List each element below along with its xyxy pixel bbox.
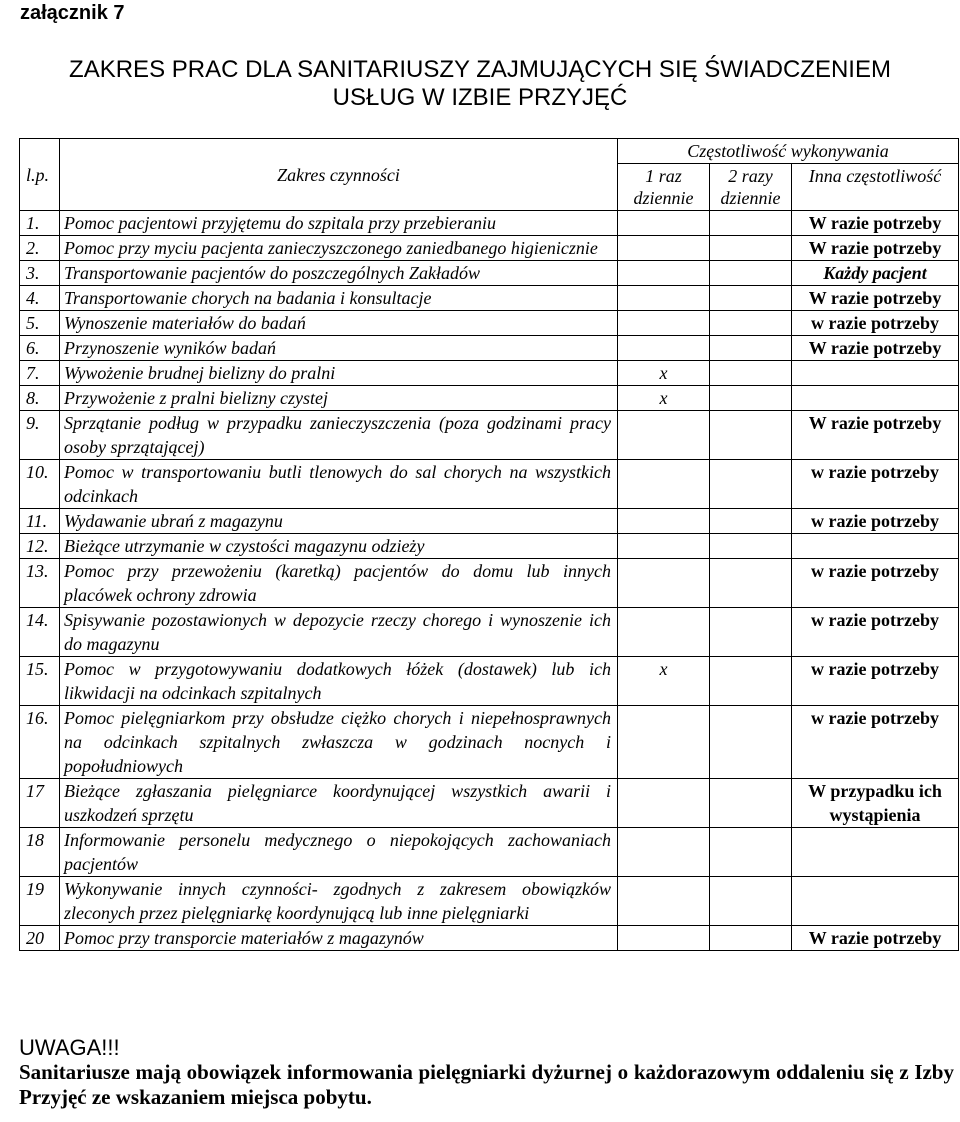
once-daily-mark (618, 534, 710, 559)
task-description: Bieżące utrzymanie w czystości magazynu odzieży (60, 534, 618, 559)
column-header-twice-daily: 2 razy dziennie (710, 164, 792, 211)
table-row (20, 386, 959, 411)
task-description: Wynoszenie materiałów do badań (60, 311, 618, 336)
task-description: Pomoc pacjentowi przyjętemu do szpitala przy przebieraniu (60, 211, 618, 236)
note-text: Sanitariusze mają obowiązek informowania pielęgniarki dyżurnej o każdorazowym oddaleniu się z Izby Przyjęć ze wskazaniem miejsca pobytu. (19, 1060, 954, 1109)
twice-daily-mark (710, 877, 792, 926)
other-frequency (792, 877, 959, 926)
row-number: 16. (20, 706, 60, 779)
task-description: Informowanie personelu medycznego o niepokojących zachowaniach pacjentów (60, 828, 618, 877)
task-description: Pomoc w transportowaniu butli tlenowych do sal chorych na wszystkich odcinkach (60, 460, 618, 509)
twice-daily-mark (710, 608, 792, 657)
once-daily-mark (618, 926, 710, 951)
task-description: Transportowanie chorych na badania i konsultacje (60, 286, 618, 311)
other-frequency: W razie potrzeby (792, 336, 959, 361)
task-description: Transportowanie pacjentów do poszczególnych Zakładów (60, 261, 618, 286)
twice-daily-mark (710, 460, 792, 509)
once-daily-mark (618, 509, 710, 534)
twice-daily-mark (710, 534, 792, 559)
once-daily-mark (618, 211, 710, 236)
table-row (20, 460, 959, 509)
table-row (20, 828, 959, 877)
table-row (20, 261, 959, 286)
other-frequency: w razie potrzeby (792, 509, 959, 534)
document-title-line2: USŁUG W IZBIE PRZYJĘĆ (332, 84, 628, 111)
table-row (20, 336, 959, 361)
task-description: Spisywanie pozostawionych w depozycie rzeczy chorego i wynoszenie ich do magazynu (60, 608, 618, 657)
task-description: Przywożenie z pralni bielizny czystej (60, 386, 618, 411)
row-number: 3. (20, 261, 60, 286)
twice-daily-mark (710, 559, 792, 608)
row-number: 7. (20, 361, 60, 386)
task-description: Pomoc pielęgniarkom przy obsłudze ciężko chorych i niepełnosprawnych na odcinkach szpitalnych zwłaszcza w godzinach nocnych i popołudniowych (60, 706, 618, 779)
row-number: 5. (20, 311, 60, 336)
twice-daily-mark (710, 286, 792, 311)
task-description: Pomoc przy transporcie materiałów z magazynów (60, 926, 618, 951)
column-header-other-frequency: Inna częstotliwość (792, 164, 959, 211)
once-daily-mark (618, 877, 710, 926)
other-frequency: w razie potrzeby (792, 706, 959, 779)
twice-daily-mark (710, 311, 792, 336)
twice-daily-mark (710, 706, 792, 779)
once-daily-mark: x (618, 657, 710, 706)
task-description: Wykonywanie innych czynności- zgodnych z zakresem obowiązków zleconych przez pielęgniarkę koordynującą lub inne pielęgniarki (60, 877, 618, 926)
row-number: 10. (20, 460, 60, 509)
once-daily-mark (618, 411, 710, 460)
twice-daily-mark (710, 236, 792, 261)
table-row (20, 657, 959, 706)
row-number: 11. (20, 509, 60, 534)
other-frequency: w razie potrzeby (792, 559, 959, 608)
task-description: Wywożenie brudnej bielizny do pralni (60, 361, 618, 386)
task-description: Wydawanie ubrań z magazynu (60, 509, 618, 534)
row-number: 4. (20, 286, 60, 311)
once-daily-mark: x (618, 386, 710, 411)
other-frequency: W razie potrzeby (792, 926, 959, 951)
table-row (20, 509, 959, 534)
table-row (20, 706, 959, 779)
other-frequency: w razie potrzeby (792, 657, 959, 706)
attachment-label: załącznik 7 (20, 2, 125, 24)
column-header-frequency: Częstotliwość wykonywania (618, 139, 959, 164)
twice-daily-mark (710, 211, 792, 236)
row-number: 14. (20, 608, 60, 657)
once-daily-mark (618, 559, 710, 608)
table-row (20, 411, 959, 460)
other-frequency: W przypadku ich wystąpienia (792, 779, 959, 828)
row-number: 17 (20, 779, 60, 828)
row-number: 19 (20, 877, 60, 926)
other-frequency (792, 386, 959, 411)
row-number: 8. (20, 386, 60, 411)
row-number: 6. (20, 336, 60, 361)
column-header-lp: l.p. (20, 139, 60, 211)
row-number: 2. (20, 236, 60, 261)
other-frequency (792, 361, 959, 386)
once-daily-mark (618, 286, 710, 311)
other-frequency: W razie potrzeby (792, 411, 959, 460)
once-daily-mark (618, 608, 710, 657)
other-frequency: Każdy pacjent (792, 261, 959, 286)
document-title-line1: ZAKRES PRAC DLA SANITARIUSZY ZAJMUJĄCYCH SIĘ ŚWIADCZENIEM (69, 56, 891, 83)
once-daily-mark (618, 828, 710, 877)
task-description: Pomoc w przygotowywaniu dodatkowych łóżek (dostawek) lub ich likwidacji na odcinkach szpitalnych (60, 657, 618, 706)
once-daily-mark: x (618, 361, 710, 386)
table-row (20, 877, 959, 926)
once-daily-mark (618, 236, 710, 261)
once-daily-mark (618, 779, 710, 828)
twice-daily-mark (710, 828, 792, 877)
column-header-scope: Zakres czynności (60, 139, 618, 211)
table-row (20, 608, 959, 657)
twice-daily-mark (710, 926, 792, 951)
other-frequency (792, 828, 959, 877)
row-number: 1. (20, 211, 60, 236)
other-frequency: W razie potrzeby (792, 286, 959, 311)
row-number: 18 (20, 828, 60, 877)
twice-daily-mark (710, 361, 792, 386)
row-number: 9. (20, 411, 60, 460)
row-number: 13. (20, 559, 60, 608)
note-block (19, 1035, 954, 1110)
other-frequency: w razie potrzeby (792, 460, 959, 509)
task-rows (20, 211, 959, 951)
table-row (20, 534, 959, 559)
task-description: Bieżące zgłaszania pielęgniarce koordynującej wszystkich awarii i uszkodzeń sprzętu (60, 779, 618, 828)
column-header-once-daily: 1 raz dziennie (618, 164, 710, 211)
tasks-table (19, 138, 959, 951)
other-frequency (792, 534, 959, 559)
note-title: UWAGA!!! (19, 1035, 120, 1060)
row-number: 15. (20, 657, 60, 706)
task-description: Sprzątanie podług w przypadku zanieczyszczenia (poza godzinami pracy osoby sprzątającej) (60, 411, 618, 460)
table-row (20, 286, 959, 311)
once-daily-mark (618, 261, 710, 286)
once-daily-mark (618, 460, 710, 509)
twice-daily-mark (710, 779, 792, 828)
twice-daily-mark (710, 657, 792, 706)
row-number: 12. (20, 534, 60, 559)
other-frequency: W razie potrzeby (792, 236, 959, 261)
table-row (20, 236, 959, 261)
table-row (20, 361, 959, 386)
once-daily-mark (618, 336, 710, 361)
other-frequency: w razie potrzeby (792, 311, 959, 336)
task-description: Pomoc przy myciu pacjenta zanieczyszczonego zaniedbanego higienicznie (60, 236, 618, 261)
once-daily-mark (618, 311, 710, 336)
task-description: Pomoc przy przewożeniu (karetką) pacjentów do domu lub innych placówek ochrony zdrowia (60, 559, 618, 608)
row-number: 20 (20, 926, 60, 951)
twice-daily-mark (710, 411, 792, 460)
twice-daily-mark (710, 336, 792, 361)
table-row (20, 211, 959, 236)
twice-daily-mark (710, 509, 792, 534)
table-row (20, 311, 959, 336)
other-frequency: w razie potrzeby (792, 608, 959, 657)
other-frequency: W razie potrzeby (792, 211, 959, 236)
table-row (20, 926, 959, 951)
twice-daily-mark (710, 261, 792, 286)
table-row (20, 559, 959, 608)
twice-daily-mark (710, 386, 792, 411)
once-daily-mark (618, 706, 710, 779)
table-row (20, 779, 959, 828)
task-description: Przynoszenie wyników badań (60, 336, 618, 361)
